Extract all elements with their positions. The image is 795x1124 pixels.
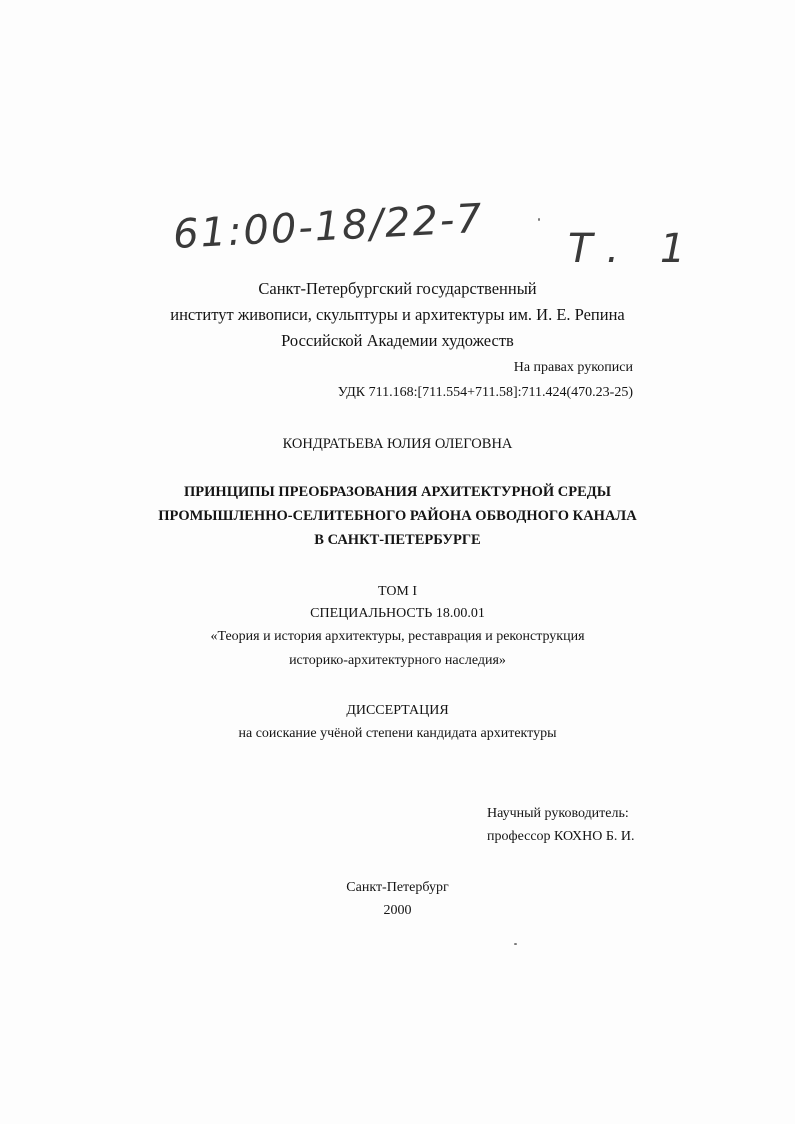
- specialty-name-line-1: «Теория и история архитектуры, реставрация и реконструкция: [210, 629, 585, 644]
- supervisor-label: Научный руководитель:: [487, 806, 629, 821]
- volume-label: ТОМ I: [377, 584, 418, 599]
- udk-code: УДК 711.168:[711.554+711.58]:711.424(470.23-25): [337, 385, 633, 400]
- institution-line-3: Российской Академии художеств: [281, 331, 514, 350]
- title-line-1: ПРИНЦИПЫ ПРЕОБРАЗОВАНИЯ АРХИТЕКТУРНОЙ СРЕДЫ: [184, 484, 611, 500]
- scan-speck: [538, 218, 540, 221]
- title-line-3: В САНКТ-ПЕТЕРБУРГЕ: [314, 532, 481, 548]
- specialty-name-line-2: историко-архитектурного наследия»: [289, 653, 506, 668]
- scan-speck: [514, 943, 517, 945]
- dissertation-label: ДИССЕРТАЦИЯ: [346, 703, 449, 718]
- specialty-code: СПЕЦИАЛЬНОСТЬ 18.00.01: [310, 606, 485, 621]
- institution-line-1: Санкт-Петербургский государственный: [258, 279, 537, 298]
- dissertation-purpose: на соискание учёной степени кандидата архитектуры: [238, 726, 557, 741]
- rights-notice: На правах рукописи: [513, 360, 633, 375]
- year: 2000: [383, 903, 412, 918]
- institution-line-2: институт живописи, скульптуры и архитектуры им. И. Е. Репина: [170, 305, 625, 324]
- city: Санкт-Петербург: [346, 880, 449, 895]
- supervisor-name: профессор КОХНО Б. И.: [487, 829, 635, 844]
- handwritten-archive-code: 61:00-18/22-7: [172, 195, 485, 258]
- title-line-2: ПРОМЫШЛЕННО-СЕЛИТЕБНОГО РАЙОНА ОБВОДНОГО КАНАЛА: [158, 508, 637, 524]
- author-name: КОНДРАТЬЕВА ЮЛИЯ ОЛЕГОВНА: [282, 436, 513, 452]
- handwritten-volume-mark: Т. 1: [568, 226, 700, 272]
